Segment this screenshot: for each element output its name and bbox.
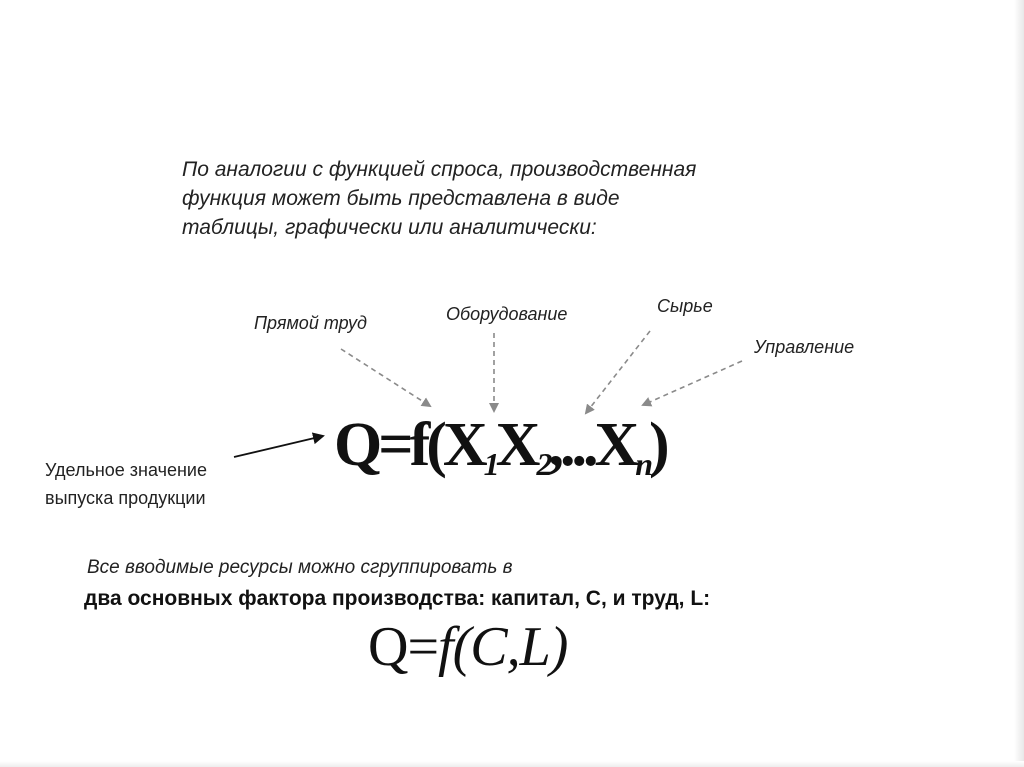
factor-label-management: Управление: [754, 337, 855, 357]
formula1-x2: X: [495, 411, 537, 479]
formula1-sep: ,: [548, 411, 560, 479]
slide-shadow-bottom: [0, 761, 1024, 767]
formula1-open: (: [426, 411, 443, 479]
formula2-eq: =: [407, 616, 439, 678]
formula2-args: (C,L): [452, 616, 568, 678]
factor-label-labor: Прямой труд: [254, 313, 367, 333]
formula1-close: ): [649, 411, 666, 479]
formula1-dots: ...: [559, 411, 595, 479]
formula1-xn: X: [594, 411, 636, 479]
arrow-labor: [341, 349, 430, 406]
output-label-line-1: Удельное значение: [45, 460, 207, 480]
formula1-x1: X: [442, 411, 484, 479]
two-factor-formula: [368, 615, 567, 679]
intro-line-1: По аналогии с функцией спроса, производственная: [182, 158, 697, 181]
formula2-lhs: Q: [368, 616, 408, 678]
intro-line-3: таблицы, графически или аналитически:: [182, 216, 597, 239]
formula1-subn: n: [635, 446, 650, 482]
note-line-2: два основных фактора производства: капитал, С, и труд, L:: [84, 587, 711, 610]
production-function-formula: [334, 410, 666, 483]
arrow-output: [234, 436, 323, 457]
intro-line-2: функция может быть представлена в виде: [182, 187, 620, 210]
formula1-f: f: [409, 411, 427, 479]
output-label-line-2: выпуска продукции: [45, 488, 206, 508]
formula1-sub1: 1: [483, 446, 496, 482]
note-line-1: Все вводимые ресурсы можно сгруппировать в: [87, 557, 513, 578]
factor-label-equipment: Оборудование: [446, 304, 568, 324]
slide-shadow-right: [1014, 0, 1024, 767]
factor-label-raw: Сырье: [657, 296, 713, 316]
formula2-f: f: [438, 616, 453, 678]
formula1-sub2: 2: [536, 446, 549, 482]
arrow-raw: [586, 331, 650, 413]
formula1-lhs: Q: [334, 411, 379, 479]
formula1-eq: =: [378, 411, 410, 479]
arrow-management: [643, 361, 742, 405]
